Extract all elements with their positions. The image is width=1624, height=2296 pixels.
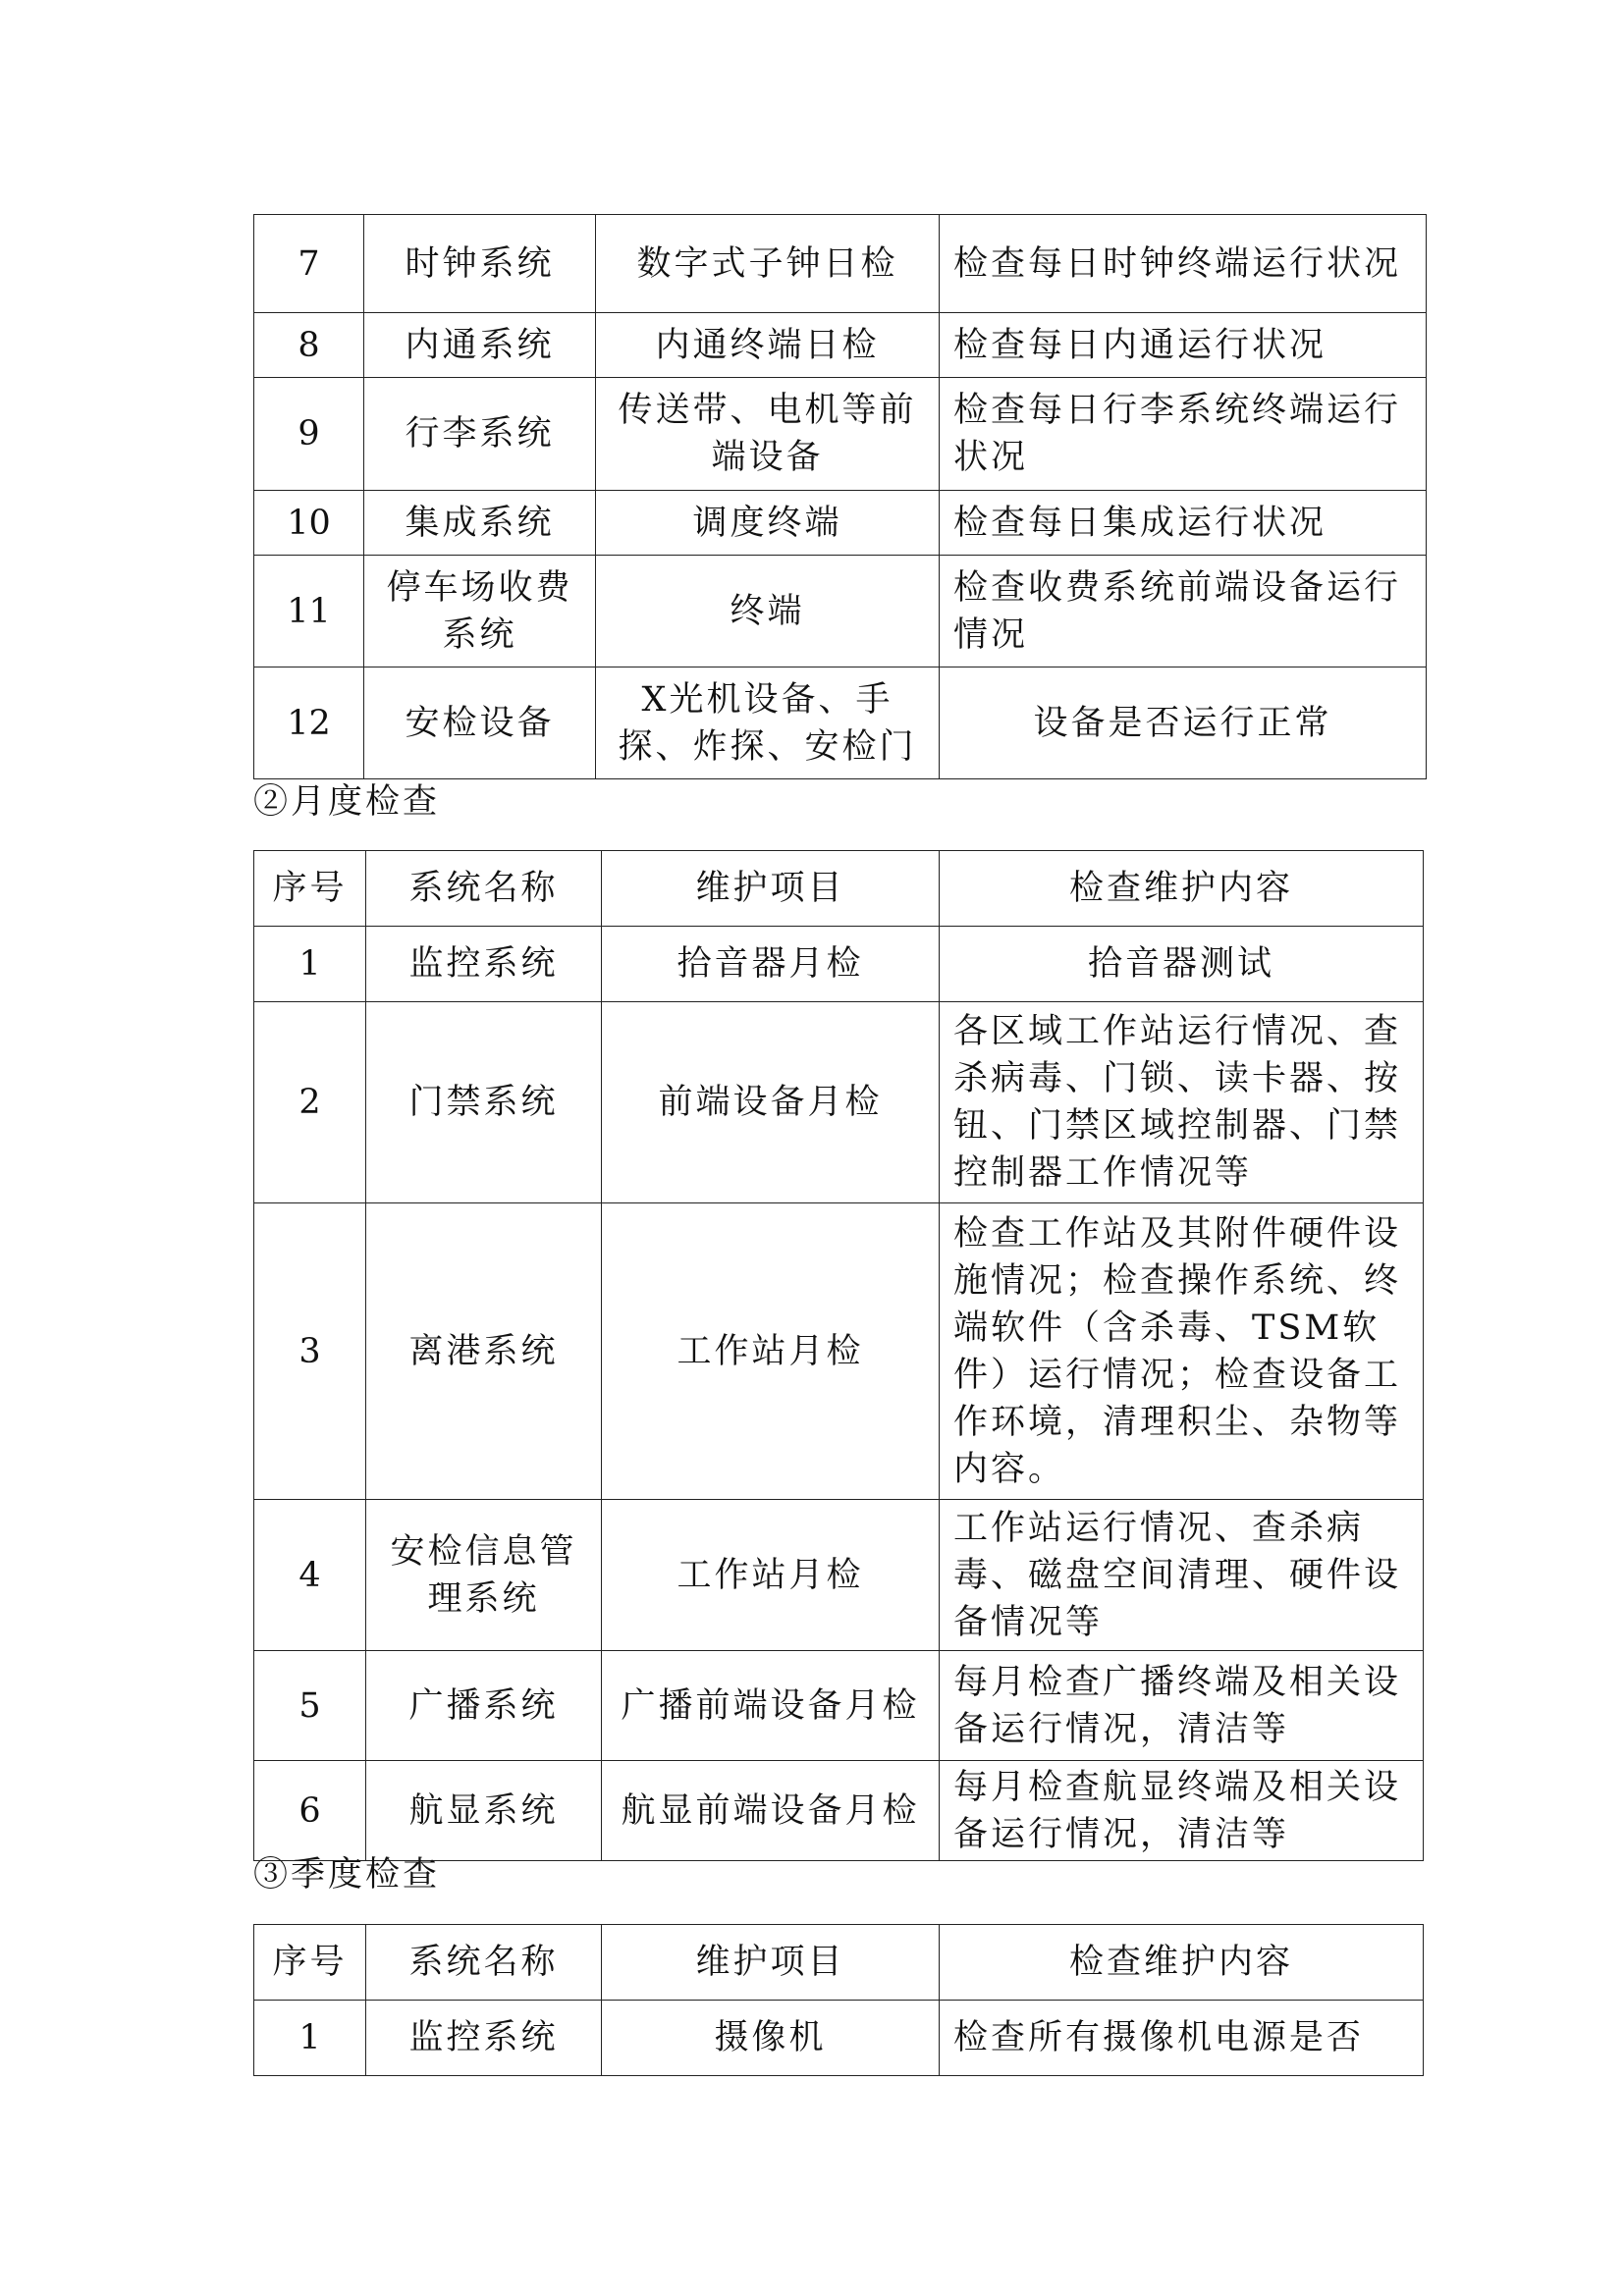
header-no: 序号 xyxy=(254,851,366,927)
check-content: 检查工作站及其附件硬件设施情况；检查操作系统、终端软件（含杀毒、TSM软件）运行情况；检查设备工作环境，清理积尘、杂物等内容。 xyxy=(940,1203,1424,1500)
check-content: 每月检查航显终端及相关设备运行情况，清洁等 xyxy=(940,1761,1424,1861)
table-row xyxy=(254,215,1427,313)
row-number: 3 xyxy=(254,1203,366,1500)
maintenance-item: 工作站月检 xyxy=(602,1203,940,1500)
system-name: 广播系统 xyxy=(366,1651,602,1761)
check-content: 设备是否运行正常 xyxy=(940,667,1427,779)
header-item: 维护项目 xyxy=(602,1925,940,2001)
daily-inspection-table xyxy=(253,214,1427,779)
row-number: 8 xyxy=(254,313,364,378)
quarterly-inspection-table xyxy=(253,1924,1424,2076)
check-content: 检查收费系统前端设备运行情况 xyxy=(940,556,1427,667)
system-name: 安检信息管理系统 xyxy=(366,1500,602,1651)
check-content: 检查每日行李系统终端运行状况 xyxy=(940,378,1427,491)
system-name: 内通系统 xyxy=(364,313,596,378)
table-header-row xyxy=(254,1925,1424,2001)
check-content: 检查每日集成运行状况 xyxy=(940,491,1427,556)
table-row xyxy=(254,313,1427,378)
check-content: 工作站运行情况、查杀病毒、磁盘空间清理、硬件设备情况等 xyxy=(940,1500,1424,1651)
check-content: 检查每日时钟终端运行状况 xyxy=(940,215,1427,313)
row-number: 10 xyxy=(254,491,364,556)
check-content: 拾音器测试 xyxy=(940,927,1424,1002)
system-name: 离港系统 xyxy=(366,1203,602,1500)
header-content: 检查维护内容 xyxy=(940,851,1424,927)
table-row xyxy=(254,378,1427,491)
header-no: 序号 xyxy=(254,1925,366,2001)
system-name: 停车场收费系统 xyxy=(364,556,596,667)
check-content: 每月检查广播终端及相关设备运行情况，清洁等 xyxy=(940,1651,1424,1761)
maintenance-item: 传送带、电机等前端设备 xyxy=(596,378,940,491)
monthly-inspection-table xyxy=(253,850,1424,1861)
row-number: 1 xyxy=(254,927,366,1002)
row-number: 5 xyxy=(254,1651,366,1761)
system-name: 航显系统 xyxy=(366,1761,602,1861)
check-content: 各区域工作站运行情况、查杀病毒、门锁、读卡器、按钮、门禁区域控制器、门禁控制器工作情况等 xyxy=(940,1002,1424,1203)
quarterly-section-title: ③季度检查 xyxy=(253,1855,441,1895)
table-row xyxy=(254,1002,1424,1203)
header-item: 维护项目 xyxy=(602,851,940,927)
system-name: 门禁系统 xyxy=(366,1002,602,1203)
table-row xyxy=(254,2001,1424,2076)
maintenance-item: 数字式子钟日检 xyxy=(596,215,940,313)
maintenance-item: 广播前端设备月检 xyxy=(602,1651,940,1761)
table-row xyxy=(254,1500,1424,1651)
system-name: 安检设备 xyxy=(364,667,596,779)
maintenance-item: 拾音器月检 xyxy=(602,927,940,1002)
table-header-row xyxy=(254,851,1424,927)
row-number: 12 xyxy=(254,667,364,779)
row-number: 2 xyxy=(254,1002,366,1203)
maintenance-item: 航显前端设备月检 xyxy=(602,1761,940,1861)
row-number: 9 xyxy=(254,378,364,491)
row-number: 11 xyxy=(254,556,364,667)
system-name: 监控系统 xyxy=(366,2001,602,2076)
row-number: 4 xyxy=(254,1500,366,1651)
maintenance-item: 摄像机 xyxy=(602,2001,940,2076)
header-system: 系统名称 xyxy=(366,851,602,927)
table-row xyxy=(254,556,1427,667)
maintenance-item: 工作站月检 xyxy=(602,1500,940,1651)
system-name: 集成系统 xyxy=(364,491,596,556)
table-row xyxy=(254,1761,1424,1861)
header-system: 系统名称 xyxy=(366,1925,602,2001)
monthly-section-title: ②月度检查 xyxy=(253,782,441,822)
system-name: 时钟系统 xyxy=(364,215,596,313)
row-number: 1 xyxy=(254,2001,366,2076)
table-row xyxy=(254,1203,1424,1500)
table-row xyxy=(254,927,1424,1002)
maintenance-item: X光机设备、手探、炸探、安检门 xyxy=(596,667,940,779)
check-content: 检查所有摄像机电源是否 xyxy=(940,2001,1424,2076)
row-number: 6 xyxy=(254,1761,366,1861)
system-name: 监控系统 xyxy=(366,927,602,1002)
table-row xyxy=(254,491,1427,556)
check-content: 检查每日内通运行状况 xyxy=(940,313,1427,378)
maintenance-item: 终端 xyxy=(596,556,940,667)
table-row xyxy=(254,667,1427,779)
header-content: 检查维护内容 xyxy=(940,1925,1424,2001)
maintenance-item: 内通终端日检 xyxy=(596,313,940,378)
maintenance-item: 前端设备月检 xyxy=(602,1002,940,1203)
system-name: 行李系统 xyxy=(364,378,596,491)
table-row xyxy=(254,1651,1424,1761)
row-number: 7 xyxy=(254,215,364,313)
maintenance-item: 调度终端 xyxy=(596,491,940,556)
